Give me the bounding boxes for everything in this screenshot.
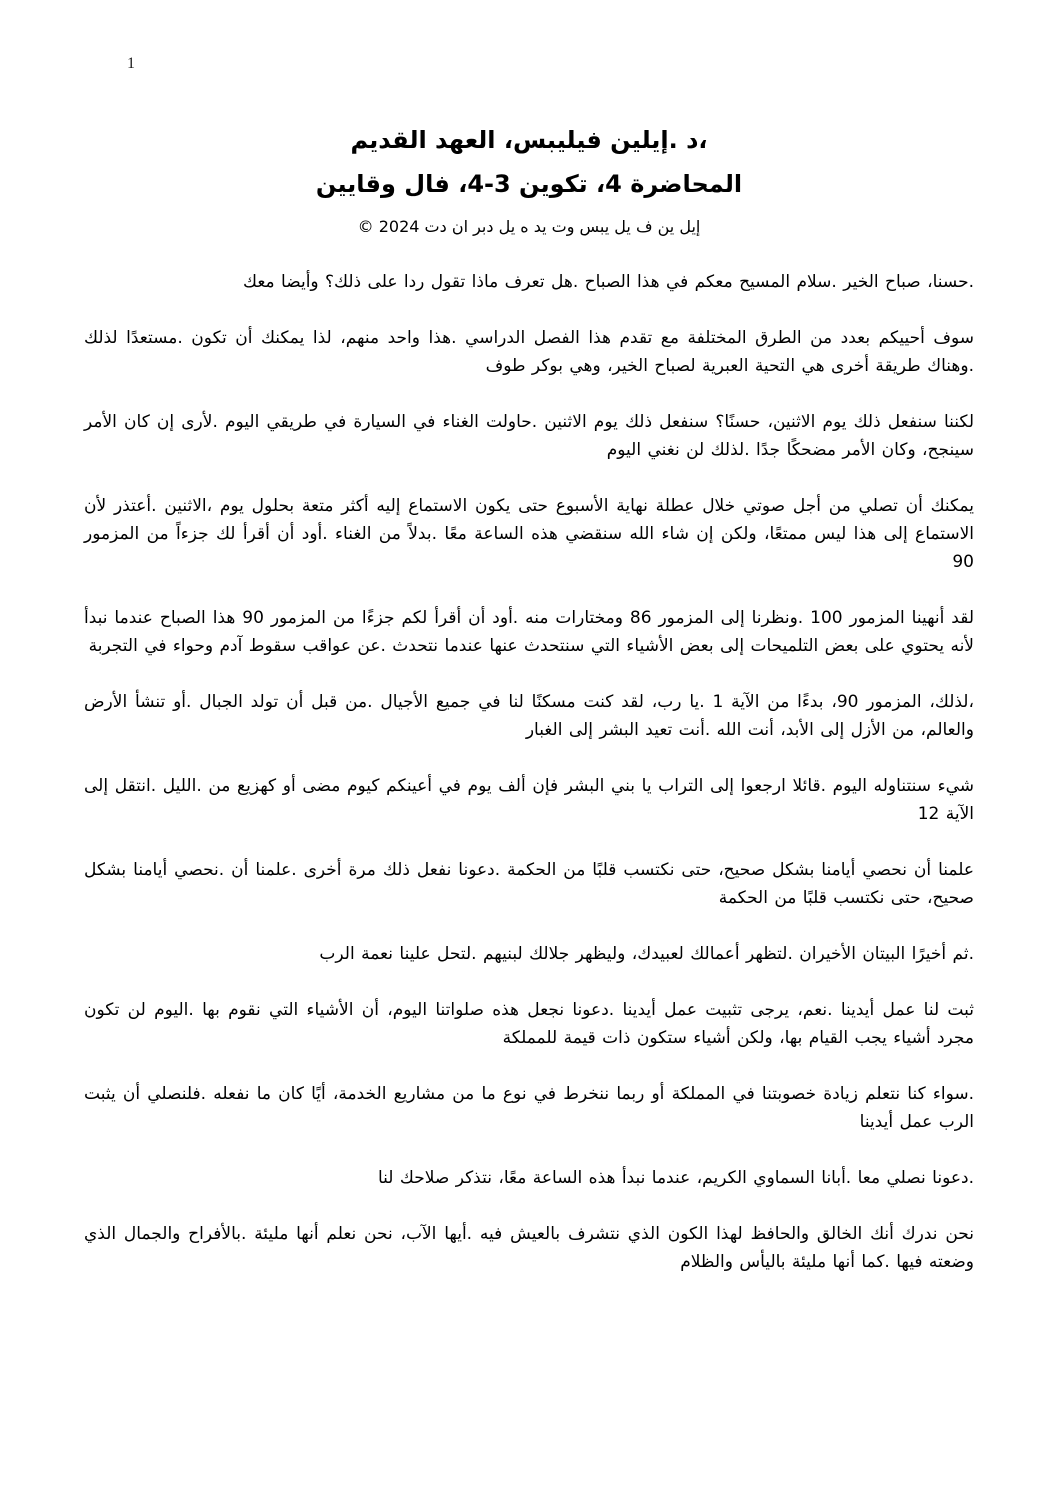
transcript-paragraph: شيء سنتناوله اليوم .قائلا ارجعوا إلى التراب يا بني البشر فإن ألف يوم في أعينكم كيوم مضى أو كهزيع من .الليل .انتقل إلى الآية 12 (84, 776, 974, 824)
transcript-paragraph: سوف أحييكم بعدد من الطرق المختلفة مع تقدم هذا الفصل الدراسي .هذا واحد منهم، لذا يمكنك أن تكون .مستعدًا لذلك .وهناك طريقة أخرى هي التحية العبرية لصباح الخير، وهي بوكر طوف (84, 328, 974, 376)
transcript-paragraph: ثبت لنا عمل أيدينا .نعم، يرجى تثبيت عمل أيدينا .دعونا نجعل هذه صلواتنا اليوم، أن الأشياء التي نقوم بها .اليوم لن تكون مجرد أشياء يجب القيام بها، ولكن أشياء ستكون ذات قيمة للمملكة (84, 1000, 974, 1048)
transcript-paragraph: .سواء كنا نتعلم زيادة خصوبتنا في المملكة أو ربما ننخرط في نوع ما من مشاريع الخدمة، أيًا كان ما نفعله .فلنصلي أن يثبت الرب عمل أيدينا (84, 1084, 974, 1132)
transcript-paragraph: .حسنا، صباح الخير .سلام المسيح معكم في هذا الصباح .هل تعرف ماذا تقول ردا على ذلك؟ وأيضا معك (243, 272, 974, 292)
transcript-paragraph: لكننا سنفعل ذلك يوم الاثنين، حسنًا؟ سنفعل ذلك يوم الاثنين .حاولت الغناء في السيارة في طريقي اليوم .لأرى إن كان الأمر سينجح، وكان الأمر مضحكًا جدًا .لذلك لن نغني اليوم (84, 412, 974, 460)
document-header (0, 0, 1058, 242)
transcript-paragraph: ،لذلك، المزمور 90، بدءًا من الآية 1 .يا رب، لقد كنت مسكنًا لنا في جميع الأجيال .من قبل أن تولد الجبال .أو تنشأ الأرض والعالم، من الأزل إلى الأبد، أنت الله .أنت تعيد البشر إلى الغبار (84, 692, 974, 740)
copyright-line: إيل ين ف يل يبس وت يد ه يل دبر ان دت 2024 © (357, 217, 701, 236)
document-title-line-1: ،د .إيلين فيليبس، العهد القديم (350, 126, 708, 154)
document-title-line-2: المحاضرة 4، تكوين 3-4، فال وقايين (315, 170, 743, 198)
transcript-paragraph: لقد أنهينا المزمور 100 .ونظرنا إلى المزمور 86 ومختارات منه .أود أن أقرأ لكم جزءًا من المزمور 90 هذا الصباح عندما نبدأ لأنه يحتوي على بعض التلميحات إلى بعض الأشياء التي سنتحدث عنها عندما نتحدث .عن عواقب سقوط آدم وحواء في التجربة (84, 608, 975, 656)
page-number: 1 (127, 55, 135, 72)
transcript-paragraph: نحن ندرك أنك الخالق والحافظ لهذا الكون الذي نتشرف بالعيش فيه .أيها الآب، نحن نعلم أنها مليئة .بالأفراح والجمال الذي وضعته فيها .كما أنها مليئة باليأس والظلام (84, 1224, 974, 1272)
transcript-paragraph: علمنا أن نحصي أيامنا بشكل صحيح، حتى نكتسب قلبًا من الحكمة .دعونا نفعل ذلك مرة أخرى .علمنا أن .نحصي أيامنا بشكل صحيح، حتى نكتسب قلبًا من الحكمة (84, 860, 974, 908)
transcript-paragraph: .ثم أخيرًا البيتان الأخيران .لتظهر أعمالك لعبيدك، وليظهر جلالك لبنيهم .لتحل علينا نعمة الرب (319, 944, 974, 964)
transcript-paragraph: .دعونا نصلي معا .أبانا السماوي الكريم، عندما نبدأ هذه الساعة معًا، نتذكر صلاحك لنا (378, 1168, 974, 1188)
transcript-paragraph: يمكنك أن تصلي من أجل صوتي خلال عطلة نهاية الأسبوع حتى يكون الاستماع إليه أكثر متعة بحلول يوم ،الاثنين .أعتذر لأن الاستماع إلى هذا ليس ممتعًا، ولكن إن شاء الله سنقضي هذه الساعة معًا .بدلاً من الغناء .أود أن أقرأ لك جزءاً من المزمور 90 (84, 496, 974, 572)
transcript-body (0, 268, 1058, 1276)
